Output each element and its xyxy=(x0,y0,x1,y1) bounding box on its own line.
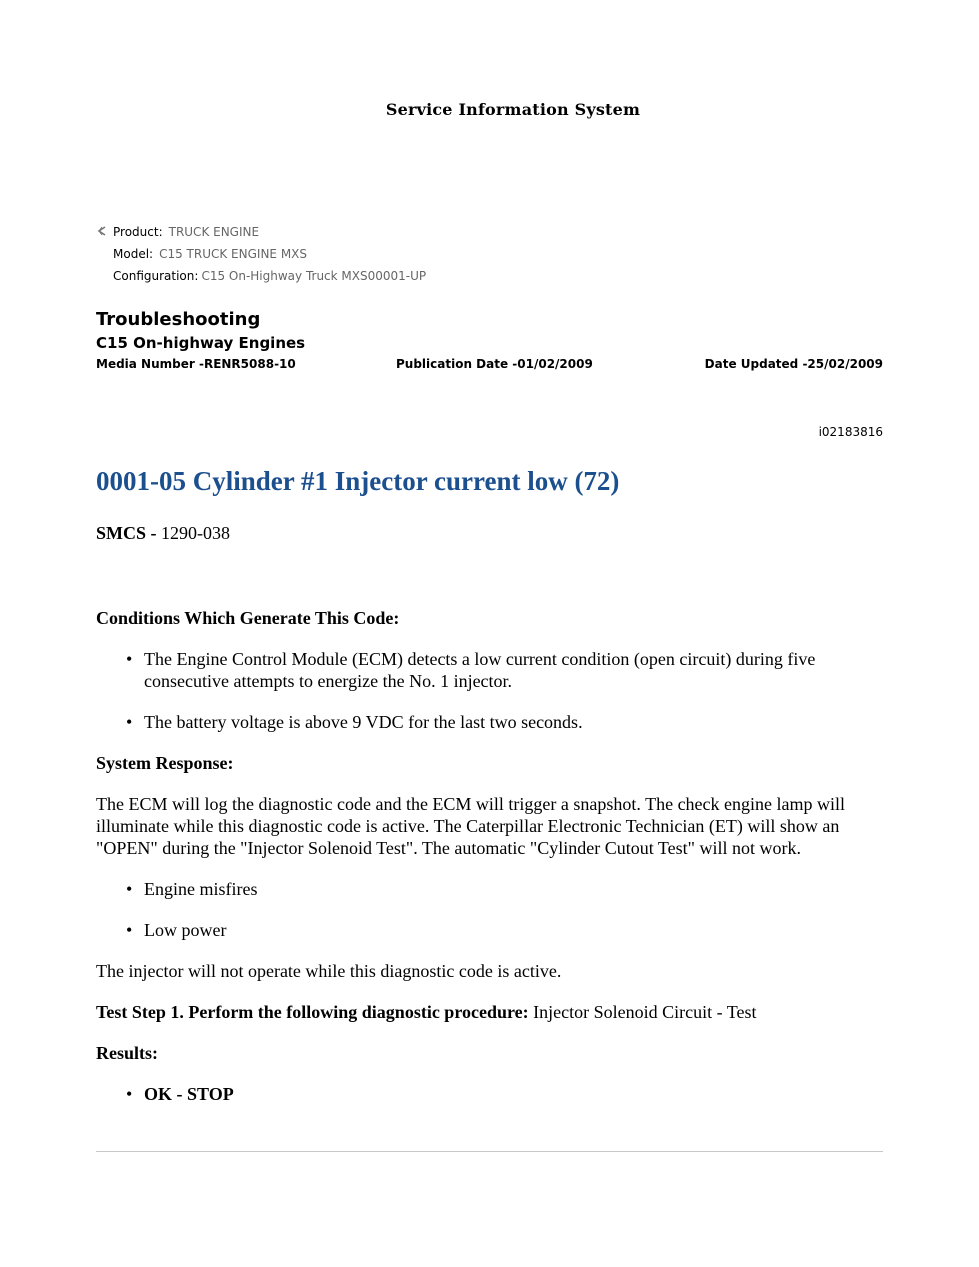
results-list xyxy=(96,1083,886,1105)
document-header xyxy=(96,309,883,373)
response-paragraph: The ECM will log the diagnostic code and the ECM will trigger a snapshot. The check engine lamp will illuminate while this diagnostic code is active. The Caterpillar Electronic Technician (ET) will show an "OPEN" during the "Injector Solenoid Test". The automatic "Cylinder Cutout Test" will not work. xyxy=(96,794,846,858)
document-subtitle: C15 On-highway Engines xyxy=(96,334,306,352)
list-item: • Low power xyxy=(126,920,227,940)
publication-info xyxy=(96,355,883,373)
response-heading: System Response: xyxy=(96,753,234,773)
injector-note: The injector will not operate while this diagnostic code is active. xyxy=(96,961,562,981)
document-type: Troubleshooting xyxy=(96,309,261,330)
test-step-link[interactable]: Injector Solenoid Circuit - Test xyxy=(528,1002,757,1022)
configuration-label: Configuration: xyxy=(113,269,199,283)
test-step-label: Test Step 1. Perform the following diagnostic procedure: xyxy=(96,1002,529,1022)
publication-date: Publication Date -01/02/2009 xyxy=(396,357,593,371)
page-title: 0001-05 Cylinder #1 Injector current low (72) xyxy=(96,466,620,496)
list-item: • Engine misfires xyxy=(126,879,258,899)
document-body xyxy=(96,522,886,1105)
configuration-value: C15 On-Highway Truck MXS00001-UP xyxy=(201,269,427,283)
model-value: C15 TRUCK ENGINE MXS xyxy=(159,247,308,261)
product-meta xyxy=(96,224,426,290)
list-item: • The battery voltage is above 9 VDC for the last two seconds. xyxy=(126,712,583,732)
model-label: Model: xyxy=(113,247,154,261)
smcs-line xyxy=(96,522,886,544)
document-id: i02183816 xyxy=(818,425,883,439)
configuration-row xyxy=(96,268,426,290)
model-row xyxy=(96,246,426,268)
smcs-label: SMCS - xyxy=(96,523,162,543)
media-number: Media Number -RENR5088-10 xyxy=(96,357,296,371)
results-heading: Results: xyxy=(96,1043,158,1063)
conditions-list xyxy=(96,648,886,733)
list-item: • OK - STOP xyxy=(126,1084,234,1104)
back-arrow-icon[interactable] xyxy=(97,226,107,236)
product-value: TRUCK ENGINE xyxy=(168,225,260,239)
test-step xyxy=(96,1001,886,1023)
product-row xyxy=(96,224,426,246)
conditions-heading: Conditions Which Generate This Code: xyxy=(96,608,400,628)
smcs-value: 1290-038 xyxy=(161,523,231,543)
system-title: Service Information System xyxy=(385,100,641,119)
date-updated: Date Updated -25/02/2009 xyxy=(704,357,883,371)
list-item: • The Engine Control Module (ECM) detects a low current condition (open circuit) during five consecutive attempts to energize the No. 1 injector. xyxy=(126,649,816,691)
symptoms-list xyxy=(96,878,886,941)
product-label: Product: xyxy=(113,225,163,239)
page-divider xyxy=(96,1151,883,1152)
